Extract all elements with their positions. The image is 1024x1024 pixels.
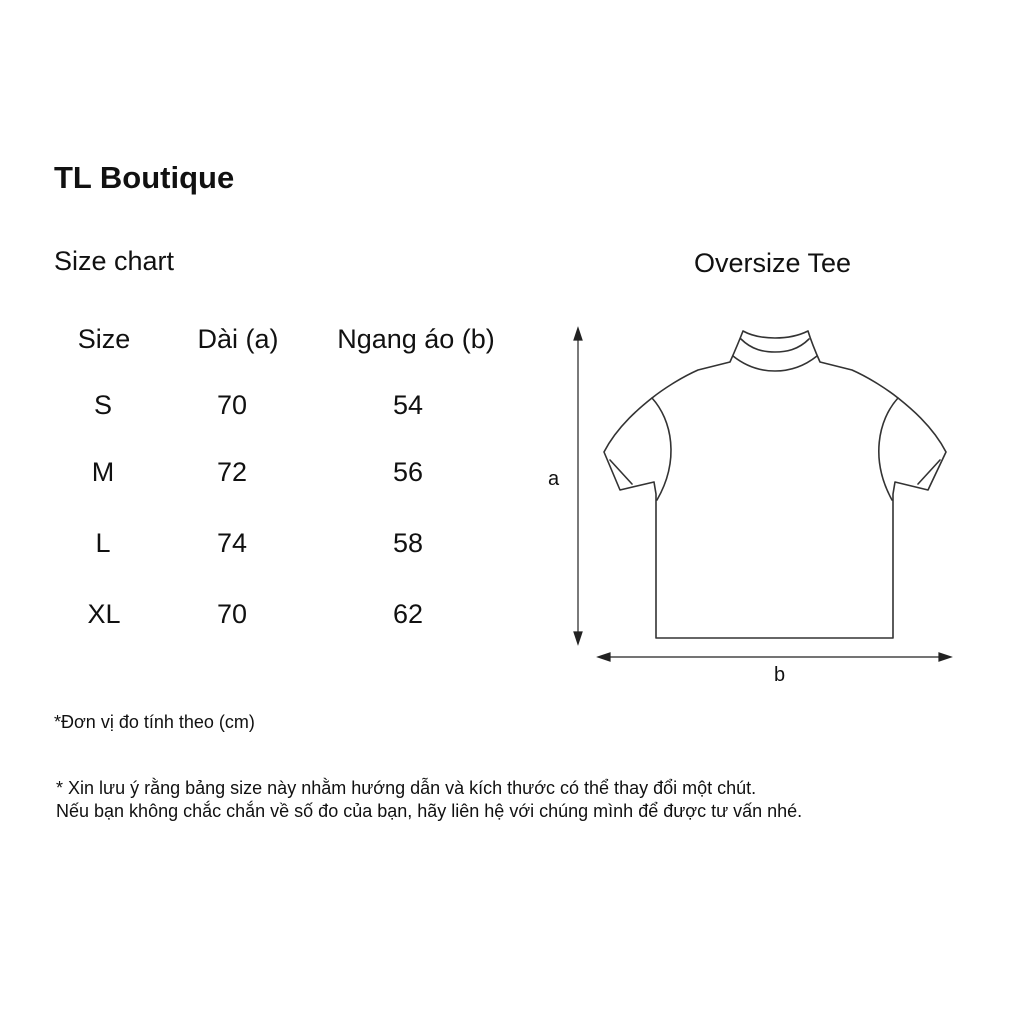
disclaimer [56,777,802,823]
cell-length: 74 [216,528,248,558]
cell-width: 58 [392,528,424,558]
header-length: Dài (a) [197,324,279,354]
cell-size: XL [87,599,121,629]
tshirt-outline [604,331,946,638]
size-chart-title: Size chart [54,246,175,276]
header-size: Size [77,324,131,354]
cell-size: S [93,390,113,420]
product-title: Oversize Tee [694,248,852,278]
cell-width: 56 [392,457,424,487]
cell-size: M [91,457,115,487]
header-width: Ngang áo (b) [337,324,495,354]
cell-size: L [95,528,111,558]
disclaimer-line-1: * Xin lưu ý rằng bảng size này nhằm hướng dẫn và kích thước có thể thay đổi một chút. [56,778,757,798]
collar-band [733,356,817,371]
dimension-label-b: b [774,664,786,686]
cell-width: 62 [392,599,424,629]
disclaimer-line-2: Nếu bạn không chắc chắn về số đo của bạn, hãy liên hệ với chúng mình để được tư vấn nhé. [56,801,803,821]
cell-length: 70 [216,390,248,420]
cell-width: 54 [392,390,424,420]
cell-length: 70 [216,599,248,629]
cell-length: 72 [216,457,248,487]
unit-note: *Đơn vị đo tính theo (cm) [54,712,255,732]
dimension-label-a: a [548,468,560,490]
brand-title: TL Boutique [54,160,235,195]
left-cuff [610,460,632,484]
